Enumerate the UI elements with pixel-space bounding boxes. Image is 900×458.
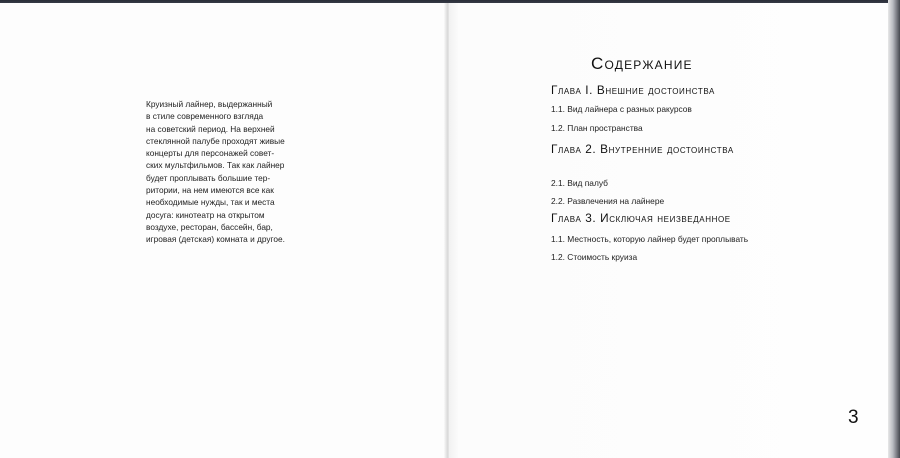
toc-item-3-2: 1.2. Стоимость круиза: [551, 252, 638, 262]
chapter-1-heading: Глава I. Внешние достоинства: [551, 83, 715, 97]
toc-item-1-2: 1.2. План пространства: [551, 123, 643, 133]
chapter-2-heading: Глава 2. Внутренние достоинства: [551, 142, 734, 156]
page-edge-shadow: [888, 0, 900, 458]
toc-item-3-1: 1.1. Местность, которую лайнер будет проплывать: [551, 234, 749, 244]
table-of-contents-title: Содержание: [591, 54, 693, 73]
toc-item-2-2: 2.2. Развлечения на лайнере: [551, 196, 665, 206]
toc-item-1-1: 1.1. Вид лайнера с разных ракурсов: [551, 104, 692, 114]
liner-description: Круизный лайнер, выдержанный в стиле современного взгляда на советский период. На верхней стеклянной палубе проходят живые концерты для персонажей совет- ских мультфильмов. Так как лайнер будет проплывать большие тер- ритории, на нем имеются все как необходимые нужды, так и места досуга: кинотеатр на открытом воздухе, ресторан, бассейн, бар, игровая (детская) комната и другое.: [146, 99, 285, 245]
toc-item-2-1: 2.1. Вид палуб: [551, 178, 608, 188]
page-number: 3: [848, 407, 859, 428]
chapter-3-heading: Глава 3. Исключая неизведанное: [551, 211, 731, 225]
left-page: [0, 3, 447, 458]
